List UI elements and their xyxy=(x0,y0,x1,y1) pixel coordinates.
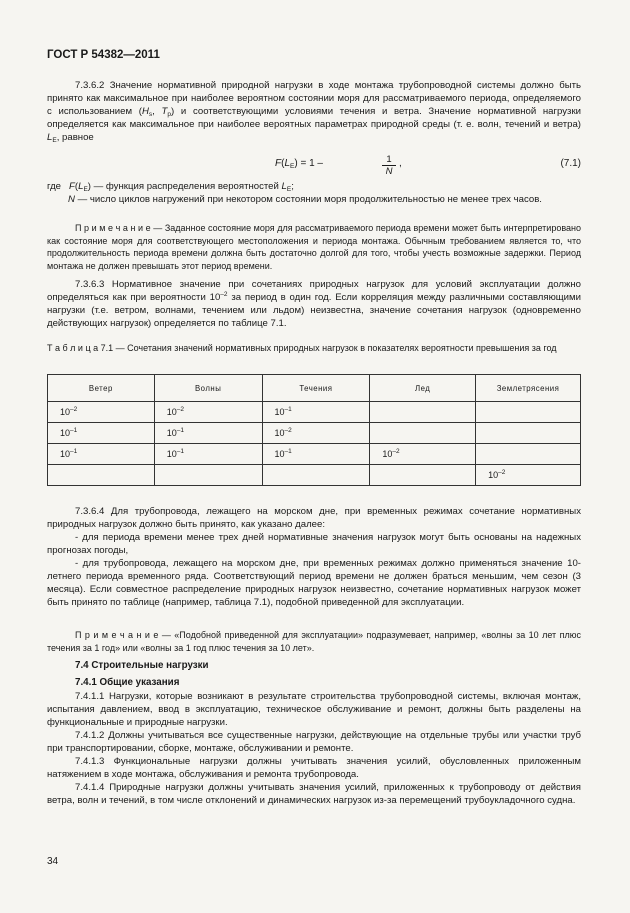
text: 7.3.6.2 Значение нормативной природной нагрузки в ходе монтажа трубопроводной системы должно быть принято как максимальное при наиболее вероятном состоянии моря для рассматриваемого периода, определяемого с использованием ( xyxy=(47,80,581,117)
table-row xyxy=(48,444,581,465)
table-row xyxy=(48,465,581,486)
cell-base: 10 xyxy=(382,449,393,459)
text: , xyxy=(152,106,162,117)
table-cell xyxy=(154,465,262,486)
symbol-le: L xyxy=(47,132,53,143)
symbol-l: L xyxy=(78,181,84,192)
note-2: П р и м е ч а н и е — «Подобной приведенной для эксплуатации» подразумевает, например, «волны за 10 лет плюс течения за 1 год» или «волны за 1 год плюс течения за 10 лет». xyxy=(47,630,581,653)
equation-number: (7.1) xyxy=(560,158,581,169)
cell-exponent: –2 xyxy=(392,448,400,455)
where-word: где xyxy=(47,181,62,192)
symbol-hs: H xyxy=(141,106,149,117)
definition-f: ) — функция распределения вероятностей xyxy=(87,181,282,192)
text: ) и соответствующими условиями течения и ветра. Значение нормативной нагрузки определяется как максимальное при наиболее вероятных параметрах природной среды (т. е. волн, течений и ветра) xyxy=(47,106,581,130)
cell-base: 10 xyxy=(60,449,71,459)
page-number: 34 xyxy=(47,856,59,867)
subscript: E xyxy=(83,186,88,193)
subscript: E xyxy=(290,163,295,170)
cell-base: 10 xyxy=(274,407,285,417)
symbol-f: F xyxy=(69,181,75,192)
table-cell xyxy=(154,423,262,444)
table-cell xyxy=(370,444,476,465)
text: , равное xyxy=(56,132,94,143)
cell-base: 10 xyxy=(166,407,177,417)
cell-exponent: –2 xyxy=(284,427,292,434)
paragraph-7-3-6-2 xyxy=(47,79,581,144)
paragraph-7-4-1-4: 7.4.1.4 Природные нагрузки должны учитывать значения усилий, приложенных к трубопроводу от действия ветра, волн и течений, в том числе отклонений и динамических нагрузок из-за перемещений трубоукладочного судна. xyxy=(47,782,581,806)
loads-table xyxy=(47,374,581,486)
cell-exponent: –1 xyxy=(70,448,78,455)
section-7-4-1-heading: 7.4.1 Общие указания xyxy=(75,677,180,688)
cell-base: 10 xyxy=(488,470,499,480)
text: за период в один год. Если корреляция между различными составляющими нагрузки (т.е. ветром, волнами, течением или льдом) неизвестна, значение сочетания нагрузок (одновременно действующих нагрузок) определяется по таблице 7.1. xyxy=(47,292,582,329)
cell-exponent: –2 xyxy=(70,406,78,413)
cell-exponent: –1 xyxy=(176,427,185,434)
cell-exponent: –1 xyxy=(284,448,292,455)
table-header-cell: Волны xyxy=(154,375,262,402)
table-cell xyxy=(370,402,476,423)
symbol-l: L xyxy=(284,158,291,169)
subscript: s xyxy=(148,111,153,118)
text: ; xyxy=(291,181,294,192)
superscript: –2 xyxy=(220,291,228,298)
table-header-cell: Ветер xyxy=(48,375,155,402)
table-header-cell: Землетрясения xyxy=(476,375,581,402)
symbol-l: L xyxy=(281,181,287,192)
cell-base: 10 xyxy=(60,428,71,438)
equation-7-1 xyxy=(47,154,581,178)
table-cell xyxy=(154,402,262,423)
paragraph-7-4-1-1: 7.4.1.1 Нагрузки, которые возникают в результате строительства трубопроводной системы, включая монтаж, испытания давлением, ввод в эксплуатацию, техническое обслуживание и ремонт, должны быть разделены на функциональные и природные нагрузки. xyxy=(47,691,581,728)
paragraph-7-3-6-3 xyxy=(47,278,581,330)
table-row xyxy=(48,423,581,444)
table-cell xyxy=(262,465,370,486)
table-cell xyxy=(476,423,581,444)
section-7-4-heading: 7.4 Строительные нагрузки xyxy=(75,660,209,671)
fraction-numerator: 1 xyxy=(382,154,396,166)
fraction-denominator: N xyxy=(385,166,393,177)
equation-rhs: ) = 1 – xyxy=(294,158,323,169)
note-1: П р и м е ч а н и е — Заданное состояние моря для рассматриваемого периода времени может быть интерпретировано как состояние моря для соответствующего местоположения и периода монтажа. Обычным требованием является то, что продолжительность периода времени должна быть достаточно долгой для того, чтобы учесть возможные задержки. Период монтажа не должен превышать этот период времени. xyxy=(47,223,581,271)
fraction xyxy=(382,154,396,177)
text: 7.3.6.3 Нормативное значение при сочетаниях природных нагрузок для условий эксплуатации должно определяться как при вероятности 10 xyxy=(47,279,581,303)
subscript: E xyxy=(52,137,57,144)
bullet-1: - для периода времени менее трех дней нормативные значения нагрузок могут быть основаны на надежных прогнозах погоды, xyxy=(47,532,581,556)
cell-exponent: –1 xyxy=(70,427,78,434)
table-header-cell: Течения xyxy=(262,375,370,402)
cell-exponent: –2 xyxy=(498,469,506,476)
cell-exponent: –1 xyxy=(284,406,292,413)
table-caption: Т а б л и ц а 7.1 — Сочетания значений нормативных природных нагрузок в показателях вероятности превышения за год xyxy=(47,343,557,353)
subscript: p xyxy=(167,111,172,118)
cell-base: 10 xyxy=(60,407,71,417)
table-row xyxy=(48,402,581,423)
cell-base: 10 xyxy=(274,449,285,459)
table-header-row xyxy=(48,375,581,402)
table-cell xyxy=(48,423,155,444)
bullet-2: - для трубопровода, лежащего на морском дне, при временных режимах должно применяться значение 10-летнего периода временного ряда. Соответствующий период времени не должен браться меньшим, чем сезон (3 месяца). Если совместное распределение природных нагрузок неизвестно, сочетание нормативных нагрузок может быть принято по таблице (например, таблица 7.1), подобной приведенной для эксплуатации. xyxy=(47,558,581,608)
table-cell xyxy=(262,444,370,465)
table-cell xyxy=(476,402,581,423)
table-cell xyxy=(154,444,262,465)
table-cell xyxy=(370,423,476,444)
equation-comma: , xyxy=(399,158,402,169)
paragraph-7-4-1-3: 7.4.1.3 Функциональные нагрузки должны учитывать значения усилий, обусловленных приложенным натяжением в ходе монтажа, обслуживания и ремонта трубопровода. xyxy=(47,756,581,780)
subscript: E xyxy=(286,186,292,193)
symbol-n: N xyxy=(68,194,75,205)
equation-lhs: $F(L_E) = 1$ – xyxy=(275,158,323,170)
table-cell xyxy=(262,402,370,423)
paragraph-7-4-1-2: 7.4.1.2 Должны учитываться все существенные нагрузки, действующие на отдельные трубы или участки труб при транспортировании, сборке, монтаже, обслуживании и ремонте. xyxy=(47,730,581,754)
cell-base: 10 xyxy=(274,428,285,438)
table-cell xyxy=(48,444,155,465)
cell-exponent: –2 xyxy=(176,406,185,413)
table-cell xyxy=(48,465,155,486)
where-definitions: где $F(L_E)$ — функция распределения вероятностей $L_E$; N — число циклов нагружений при некотором состоянии моря продолжительностью не менее трех часов. xyxy=(47,181,542,205)
table-cell xyxy=(48,402,155,423)
paragraph-7-3-6-4: 7.3.6.4 Для трубопровода, лежащего на морском дне, при временных режимах сочетание нормативных природных нагрузок должно быть принято, как указано далее: xyxy=(47,506,581,530)
definition-n: — число циклов нагружений при некотором состоянии моря продолжительностью не менее трех часов. xyxy=(74,194,542,205)
table-header-cell: Лед xyxy=(370,375,476,402)
table-cell xyxy=(262,423,370,444)
cell-exponent: –1 xyxy=(176,448,185,455)
standard-header: ГОСТ Р 54382—2011 xyxy=(47,49,160,61)
table-body xyxy=(48,402,581,486)
cell-base: 10 xyxy=(166,428,177,438)
symbol-f: F xyxy=(275,158,282,169)
table-cell xyxy=(370,465,476,486)
table-cell xyxy=(476,465,581,486)
symbol-tp: T xyxy=(161,106,168,117)
cell-base: 10 xyxy=(166,449,177,459)
table-cell xyxy=(476,444,581,465)
